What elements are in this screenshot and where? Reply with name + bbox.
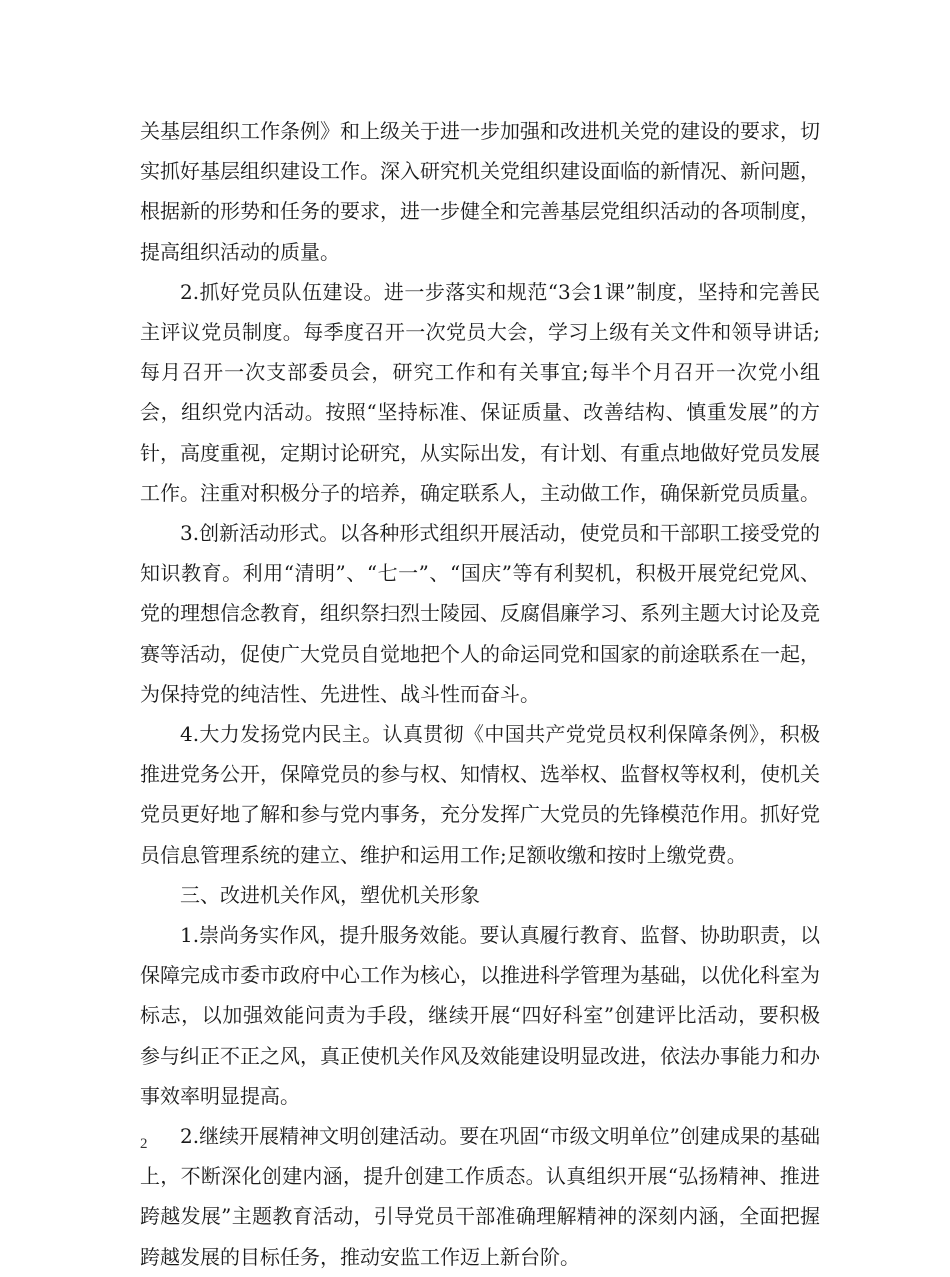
paragraph-civilization-creation: 2.继续开展精神文明创建活动。要在巩固“市级文明单位”创建成果的基础上，不断深化创建内涵，提升创建工作质态。认真组织开展“弘扬精神、推进跨越发展”主题教育活动，引导党员干部准确理解精神的深刻内涵，全面把握跨越发展的目标任务，推动安监工作迈上新台阶。 [140,1124,820,1269]
paragraph-pragmatic-style: 1.崇尚务实作风，提升服务效能。要认真履行教育、监督、协助职责，以保障完成市委市政府中心工作为核心，以推进科学管理为基础，以优化科室为标志，以加强效能问责为手段，继续开展“四好科室”创建评比活动，要积极参与纠正不正之风，真正使机关作风及效能建设明显改进，依法办事能力和办事效率明显提高。 [140,923,820,1108]
paragraph-inner-party-democracy: 4.大力发扬党内民主。认真贯彻《中国共产党党员权利保障条例》，积极推进党务公开，保障党员的参与权、知情权、选举权、监督权等权利，使机关党员更好地了解和参与党内事务，充分发挥广大党员的先锋模范作用。抓好党员信息管理系统的建立、维护和运用工作;足额收缴和按时上缴党费。 [140,722,820,867]
document-body [140,111,820,1277]
section-heading-work-style: 三、改进机关作风，塑优机关形象 [180,882,480,907]
paragraph-continuation: 关基层组织工作条例》和上级关于进一步加强和改进机关党的建设的要求，切实抓好基层组织建设工作。深入研究机关党组织建设面临的新情况、新问题，根据新的形势和任务的要求，进一步健全和完善基层党组织活动的各项制度，提高组织活动的质量。 [140,119,820,264]
paragraph-party-member-team: 2.抓好党员队伍建设。进一步落实和规范“3会1课”制度，坚持和完善民主评议党员制度。每季度召开一次党员大会，学习上级有关文件和领导讲话;每月召开一次支部委员会，研究工作和有关事宜;每半个月召开一次党小组会，组织党内活动。按照“坚持标准、保证质量、改善结构、慎重发展”的方针，高度重视，定期讨论研究，从实际出发，有计划、有重点地做好党员发展工作。注重对积极分子的培养，确定联系人，主动做工作，确保新党员质量。 [140,279,820,505]
paragraph-activity-forms: 3.创新活动形式。以各种形式组织开展活动，使党员和干部职工接受党的知识教育。利用“清明”、“七一”、“国庆”等有利契机，积极开展党纪党风、党的理想信念教育，组织祭扫烈士陵园、反腐倡廉学习、系列主题大讨论及竞赛等活动，促使广大党员自觉地把个人的命运同党和国家的前途联系在一起，为保持党的纯洁性、先进性、战斗性而奋斗。 [140,521,820,706]
page-number: 2 [140,1136,148,1152]
